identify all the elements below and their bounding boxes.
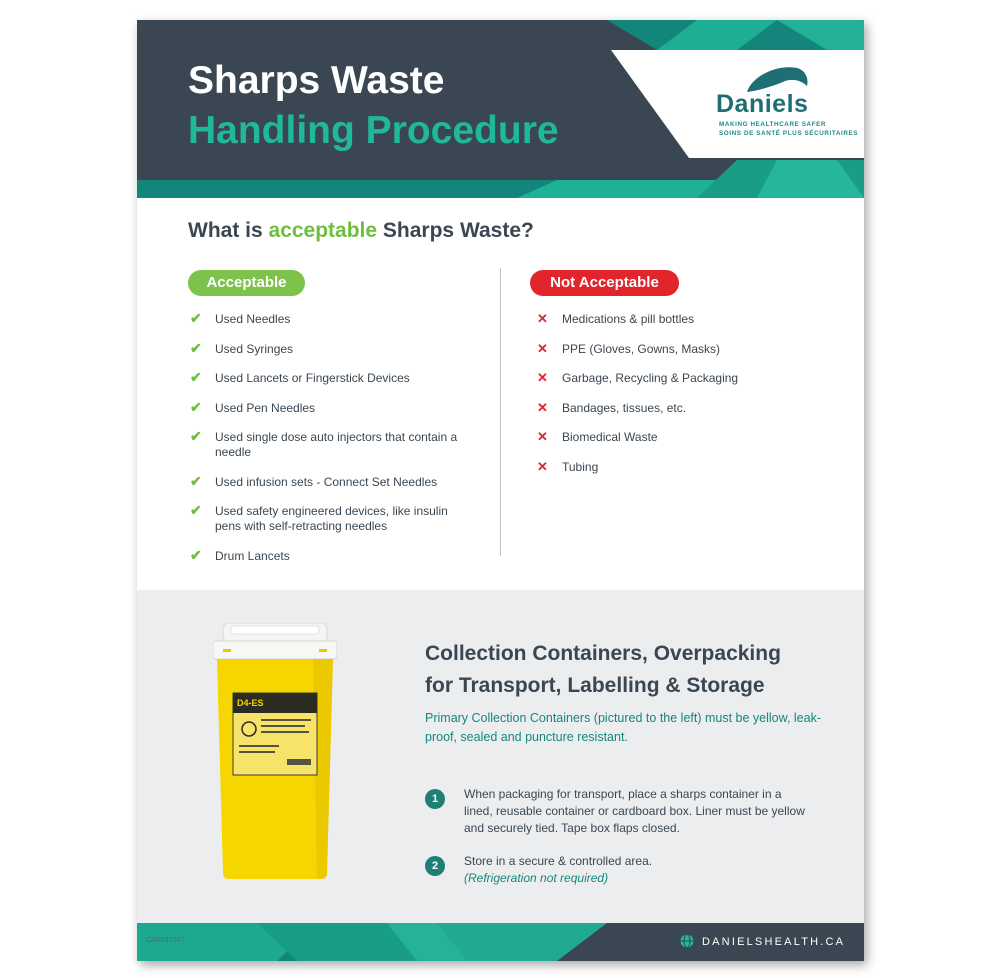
document-page [137,20,864,961]
step-number-badge: 2 [425,856,445,876]
list-item [190,430,490,460]
sharps-container-image [213,623,337,881]
list-item [537,312,837,327]
step-number-badge: 1 [425,789,445,809]
list-item [190,371,490,386]
x-mark-icon: ✕ [537,458,548,474]
step-text [464,786,809,837]
containers-section-title [425,638,825,702]
list-item-text: PPE (Gloves, Gowns, Masks) [562,341,721,356]
step-text [464,853,809,887]
list-item-text: Tubing [562,459,599,474]
list-item-text: Bandages, tissues, etc. [562,400,687,415]
list-item-text: Used single dose auto injectors that contain a needle [215,430,458,459]
acceptable-badge: Acceptable [188,270,305,296]
list-item [190,312,490,327]
x-mark-icon: ✕ [537,311,548,326]
logo-tagline-en: MAKING HEALTHCARE SAFER [719,121,827,128]
step-body: Store in a secure & controlled area. [464,854,653,868]
x-mark-icon: ✕ [537,399,548,415]
list-item-text: Biomedical Waste [562,430,658,444]
title-line-2: Handling Procedure [188,109,559,152]
checkmark-icon: ✔ [190,339,202,356]
globe-icon [680,934,694,948]
title-post: Sharps Waste? [377,219,534,242]
list-item-text: Used infusion sets - Connect Set Needles [215,474,438,489]
checkmark-icon: ✔ [190,310,202,326]
title-pre: What is [188,219,269,242]
title-line-1: Collection Containers, Overpacking [425,642,781,665]
list-item [190,504,460,534]
list-item-text: Used Needles [215,312,291,326]
acceptable-section-title [188,219,534,243]
list-item [190,546,490,564]
daniels-logo-text: Daniels [716,90,809,118]
step-note: (Refrigeration not required) [464,871,609,885]
header-banner [137,20,864,198]
list-item-text: Drum Lancets [215,548,290,563]
checkmark-icon: ✔ [190,472,202,489]
list-item [190,472,490,490]
x-mark-icon: ✕ [537,340,548,356]
checkmark-icon: ✔ [190,369,202,385]
acceptable-list [190,312,490,578]
list-item [537,371,837,386]
title-highlight: acceptable [268,219,378,242]
title-line-2: for Transport, Labelling & Storage [425,674,765,697]
containers-lead-text: Primary Collection Containers (pictured to the left) must be yellow, leak-proof, sealed and puncture resistant. [425,711,821,744]
list-item [190,339,490,357]
step-body: When packaging for transport, place a sharps container in a lined, reusable container or cardboard box. Liner must be yellow and securely tied. Tape box flaps closed. [464,787,805,835]
checkmark-icon: ✔ [190,428,202,444]
checkmark-icon: ✔ [190,502,202,518]
footer-bar [137,923,864,961]
list-item [537,430,837,445]
document-code: CAN231047 [146,937,185,944]
list-item [537,401,837,416]
list-item [537,460,837,475]
website-link[interactable]: DANIELSHEALTH.CA [702,936,846,948]
list-item [537,342,837,357]
list-item-text: Garbage, Recycling & Packaging [562,371,739,385]
list-item [190,398,490,416]
list-item-text: Used safety engineered devices, like insulin pens with self-retracting needles [215,504,448,533]
list-item-text: Used Syringes [215,341,294,356]
x-mark-icon: ✕ [537,370,548,385]
logo-tagline-fr: SOINS DE SANTÉ PLUS SÉCURITAIRES [719,130,859,137]
title-line-1: Sharps Waste [188,59,445,102]
list-item-text: Used Pen Needles [215,400,316,415]
containers-section [137,590,864,923]
not-acceptable-list [537,312,837,489]
checkmark-icon: ✔ [190,546,202,563]
checkmark-icon: ✔ [190,398,202,415]
x-mark-icon: ✕ [537,429,548,444]
column-divider [500,268,501,556]
not-acceptable-badge: Not Acceptable [530,270,679,296]
list-item-text: Medications & pill bottles [562,312,695,326]
container-model-label: D4-ES [237,698,264,708]
list-item-text: Used Lancets or Fingerstick Devices [215,371,410,385]
